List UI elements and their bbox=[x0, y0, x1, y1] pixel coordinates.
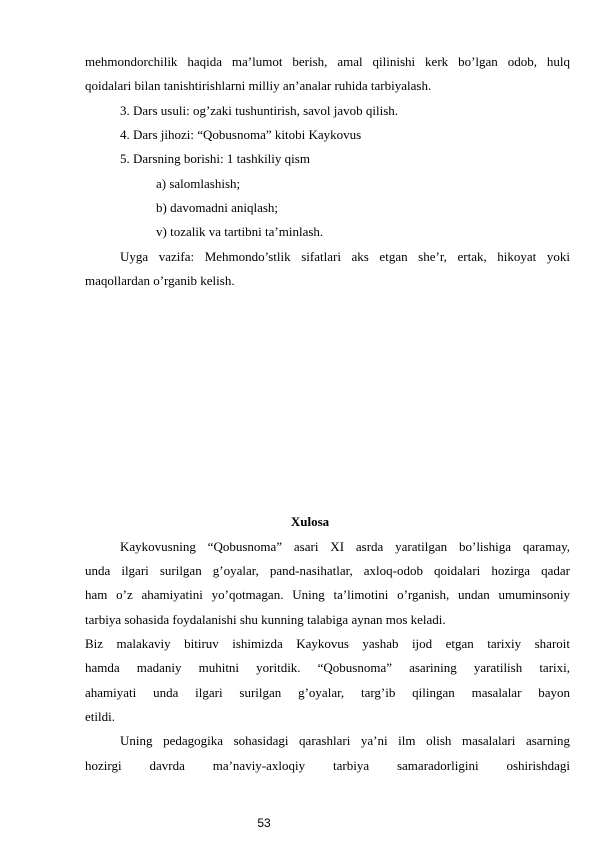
conclusion-p2-line-3: ahamiyati unda ilgari surilgan g’oyalar, targ’ib qilingan masalalar bayon bbox=[85, 685, 570, 700]
subitem-greeting: a) salomlashish; bbox=[156, 176, 241, 191]
section-title: Xulosa bbox=[290, 514, 330, 529]
homework-line-1: Uyga vazifa: Mehmondo’stlik sifatlari aks etgan she’r, ertak, hikoyat yoki bbox=[120, 249, 570, 264]
conclusion-p1-line-1: Kaykovusning “Qobusnoma” asari XI asrda yaratilgan bo’lishiga qaramay, bbox=[120, 539, 570, 554]
list-item-method: 3. Dars usuli: og’zaki tushuntirish, savol javob qilish. bbox=[120, 103, 399, 118]
conclusion-p3-line-1: Uning pedagogika sohasidagi qarashlari ya’ni ilm olish masalalari asarning bbox=[120, 733, 570, 748]
subitem-order: v) tozalik va tartibni ta’minlash. bbox=[156, 224, 324, 239]
list-item-equipment: 4. Dars jihozi: “Qobusnoma” kitobi Kaykovus bbox=[120, 127, 362, 142]
intro-line-2: qoidalari bilan tanishtirishlarni milliy an’analar ruhida tarbiyalash. bbox=[85, 78, 432, 93]
page-number: 53 bbox=[257, 816, 271, 830]
conclusion-p1-line-2: unda ilgari surilgan g’oyalar, pand-nasihatlar, axloq-odob qoidalari hozirga qadar bbox=[85, 563, 570, 578]
list-item-procedure: 5. Darsning borishi: 1 tashkiliy qism bbox=[120, 151, 310, 166]
conclusion-p2-line-1: Biz malakaviy bitiruv ishimizda Kaykovus yashab ijod etgan tarixiy sharoit bbox=[85, 636, 570, 651]
homework-line-2: maqollardan o’rganib kelish. bbox=[85, 273, 235, 288]
conclusion-p1-line-3: ham o’z ahamiyatini yo’qotmagan. Uning ta’limotini o’rganish, undan umuminsoniy bbox=[85, 587, 570, 602]
subitem-attendance: b) davomadni aniqlash; bbox=[156, 200, 279, 215]
intro-line-1: mehmondorchilik haqida ma’lumot berish, amal qilinishi kerk bo’lgan odob, hulq bbox=[85, 54, 570, 69]
conclusion-p1-line-4: tarbiya sohasida foydalanishi shu kunning talabiga aynan mos keladi. bbox=[85, 612, 446, 627]
conclusion-p3-line-2: hozirgi davrda ma’naviy-axloqiy tarbiya samaradorligini oshirishdagi bbox=[85, 758, 570, 773]
conclusion-p2-line-4: etildi. bbox=[85, 709, 115, 724]
conclusion-p2-line-2: hamda madaniy muhitni yoritdik. “Qobusnoma” asarining yaratilish tarixi, bbox=[85, 660, 570, 675]
